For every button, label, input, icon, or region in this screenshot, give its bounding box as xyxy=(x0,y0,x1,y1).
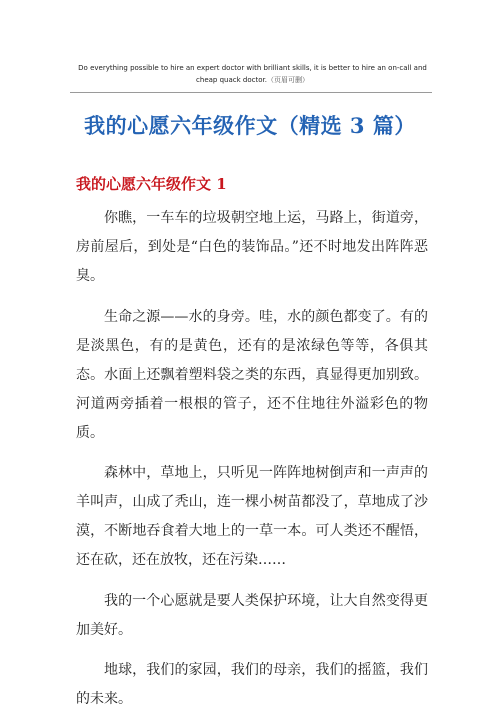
paragraph: 我的一个心愿就是要人类保护环境，让大自然变得更加美好。 xyxy=(76,592,428,638)
page-header-note xyxy=(70,62,435,86)
section-body xyxy=(76,204,428,726)
header-note-english: Do everything possible to hire an expert doctor with brilliant skills, it is better to hire an on-call and cheap quack doctor. xyxy=(78,64,427,84)
paragraph: 地球，我们的家园，我们的母亲，我们的摇篮，我们的未来。 xyxy=(76,662,428,707)
paragraph: 森林中，草地上，只听见一阵阵地树倒声和一声声的羊叫声，山成了秃山，连一棵小树苗都没了，草地成了沙漠，不断地吞食着大地上的一草一本。可人类还不醒悟，还在砍，还在放牧，还在污染…… xyxy=(76,465,428,568)
header-note-removable-tag: （页眉可删） xyxy=(266,76,309,84)
document-title: 我的心愿六年级作文（精选 3 篇） xyxy=(84,113,416,138)
header-divider xyxy=(70,92,432,93)
paragraph: 你瞧，一车车的垃圾朝空地上运，马路上，街道旁，房前屋后，到处是“白色的装饰品。”还不时地发出阵阵恶臭。 xyxy=(76,210,428,284)
section-heading: 我的心愿六年级作文 1 xyxy=(76,175,227,193)
paragraph: 生命之源——水的身旁。哇，水的颜色都变了。有的是淡黑色，有的是黄色，还有的是浓绿色等等，各俱其态。水面上还飘着塑料袋之类的东西，真显得更加别致。河道两旁插着一根根的管子，还不住地往外溢彩色的物质。 xyxy=(76,308,428,441)
